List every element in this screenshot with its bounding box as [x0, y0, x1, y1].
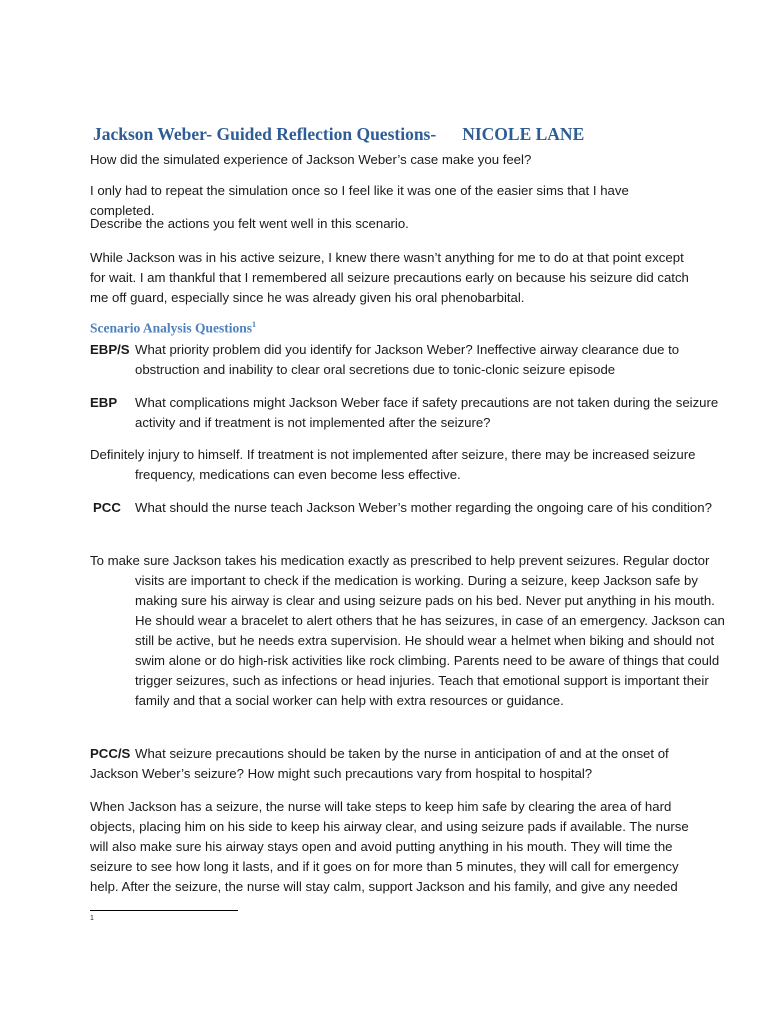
answer-ebp: Definitely injury to himself. If treatment is not implemented after seizure, there may be increased seizure frequency, medications can even become less effective. [90, 447, 696, 482]
reflection-answer-1: I only had to repeat the simulation once so I feel like it was one of the easier sims that I have completed. [90, 183, 629, 218]
reflection-question-2: Describe the actions you felt went well in this scenario. [90, 216, 409, 231]
answer-pcc: To make sure Jackson takes his medication exactly as prescribed to help prevent seizures. Regular doctor visits are important to check if the medication is working. During a seizure, keep Jackson safe by making sure his airway is clear and using seizure pads on his bed. Never put anything in his mouth. He should wear a bracelet to alert others that he has seizures, in case of an emergency. Jackson can still be active, but he needs extra supervision. He should wear a helmet when biking and should not swim alone or do high-risk activities like rock climbing. Parents need to be aware of things that could trigger seizures, such as infections or head injuries. Teach that emotional support is important their family and that a social worker can help with extra resources or guidance. [90, 553, 725, 708]
answer-pcc-s: When Jackson has a seizure, the nurse will take steps to keep him safe by clearing the area of hard objects, placing him on his side to keep his airway clear, and using seizure pads if available. The nurse will also make sure his airway stays open and avoid putting anything in his mouth. They will time the seizure to see how long it lasts, and if it goes on for more than 5 minutes, they will call for emergency help. After the seizure, the nurse will stay calm, support Jackson and his family, and give any needed [90, 799, 689, 894]
footnote-separator [90, 910, 238, 911]
question-label: PCC [93, 500, 121, 515]
question-text: What should the nurse teach Jackson Weber’s mother regarding the ongoing care of his condition? [135, 500, 712, 515]
scenario-heading-text: Scenario Analysis Questions [90, 320, 253, 336]
reflection-answer-2: While Jackson was in his active seizure, I knew there wasn’t anything for me to do at that point except for wait. I am thankful that I remembered all seizure precautions early on because his seizure did catch me off guard, especially since he was already given his oral phenobarbital. [90, 250, 689, 305]
scenario-analysis-heading [90, 320, 256, 337]
reflection-question-1: How did the simulated experience of Jackson Weber’s case make you feel? [90, 152, 532, 167]
question-text: What complications might Jackson Weber face if safety precautions are not taken during the seizure activity and if treatment is not implemented after the seizure? [135, 395, 719, 430]
question-label: EBP [90, 395, 118, 410]
question-ebp-s [90, 340, 735, 380]
question-pcc-s [90, 744, 690, 784]
footnote-reference: 1 [252, 320, 257, 329]
footnote-number: 1 [90, 915, 94, 922]
document-title [93, 124, 584, 145]
question-pcc [90, 498, 735, 518]
question-label: PCC/S [90, 746, 131, 761]
question-text: What seizure precautions should be taken by the nurse in anticipation of and at the onset of Jackson Weber’s seizure? How might such precautions vary from hospital to hospital? [90, 746, 669, 781]
question-text: What priority problem did you identify for Jackson Weber? Ineffective airway clearance due to obstruction and inability to clear oral secretions due to tonic-clonic seizure episode [135, 342, 680, 377]
question-ebp [90, 393, 735, 433]
title-text: Jackson Weber- Guided Reflection Questions- [93, 124, 437, 144]
author-name: NICOLE LANE [462, 124, 585, 144]
question-label: EBP/S [90, 342, 130, 357]
